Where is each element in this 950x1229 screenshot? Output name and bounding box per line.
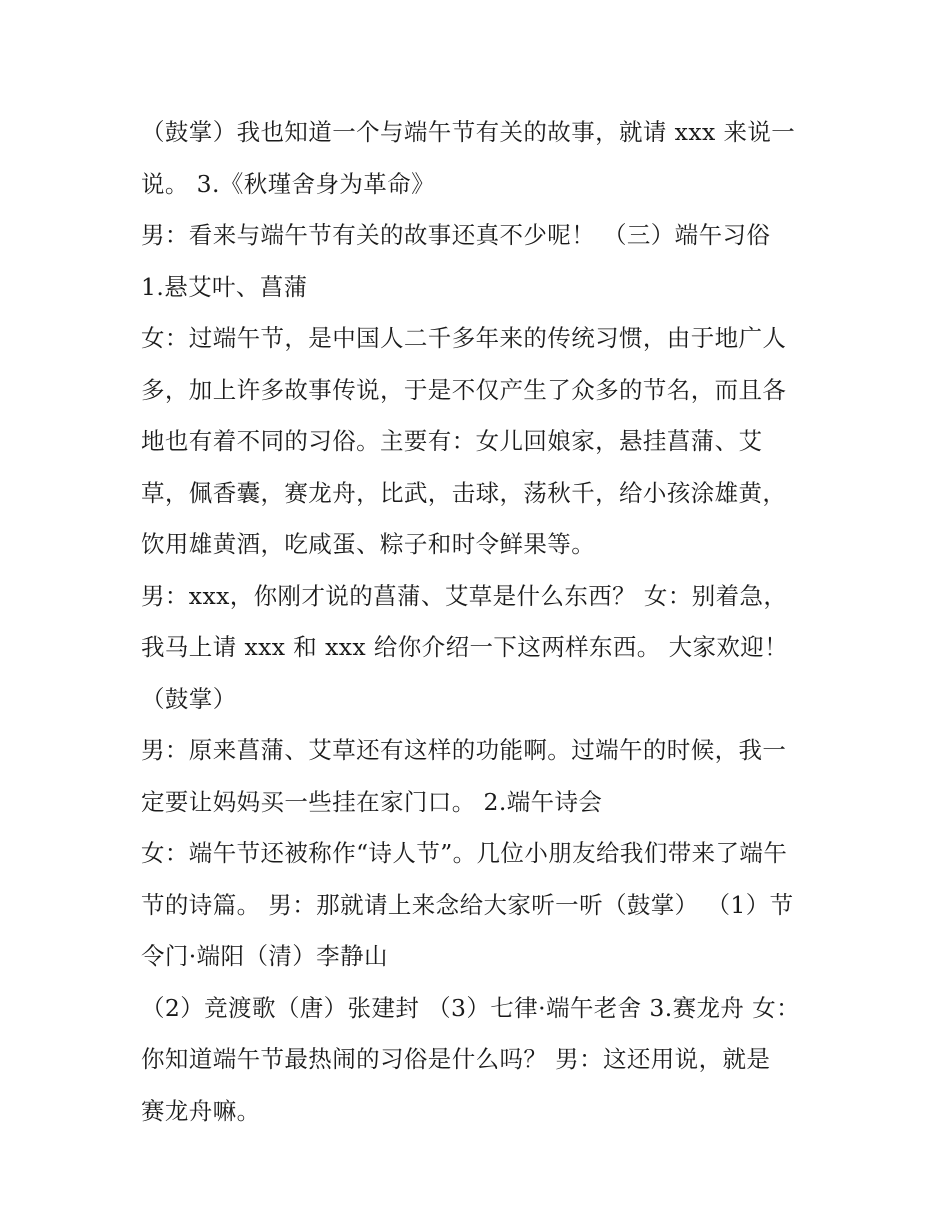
document-body: [141, 107, 821, 1137]
text-line: 草，佩香囊，赛龙舟，比武，击球，荡秋千，给小孩涂雄黄，: [141, 478, 787, 507]
text-line: （鼓掌）我也知道一个与端午节有关的故事，就请 xxx 来说一: [141, 118, 796, 146]
text-line: 说。 3.《秋瑾舍身为革命》: [141, 169, 435, 198]
text-line: 1.悬艾叶、菖蒲: [141, 272, 308, 301]
text-line: （2）竞渡歌（唐）张建封 （3）七律·端午老舍 3.赛龙舟 女：: [141, 993, 801, 1022]
text-line: 男：xxx，你刚才说的菖蒲、艾草是什么东西？ 女：别着急，: [141, 581, 788, 610]
text-line: 定要让妈妈买一些挂在家门口。 2.端午诗会: [141, 787, 603, 816]
text-line: 男：看来与端午节有关的故事还真不少呢！ （三）端午习俗: [141, 221, 771, 249]
text-line: 你知道端午节最热闹的习俗是什么吗？ 男：这还用说，就是: [141, 1045, 771, 1073]
text-line: 节的诗篇。 男：那就请上来念给大家听一听（鼓掌） （1）节: [141, 890, 794, 919]
text-line: 女：端午节还被称作“诗人节”。几位小朋友给我们带来了端午: [141, 839, 788, 867]
text-line: 赛龙舟嘛。: [141, 1096, 261, 1125]
text-line: 饮用雄黄酒，吃咸蛋、粽子和时令鲜果等。: [141, 530, 596, 558]
text-line: （鼓掌）: [141, 684, 237, 713]
text-line: 女：过端午节，是中国人二千多年来的传统习惯，由于地广人: [141, 324, 787, 352]
text-line: 我马上请 xxx 和 xxx 给你介绍一下这两样东西。 大家欢迎！: [141, 633, 789, 661]
text-line: 多，加上许多故事传说，于是不仅产生了众多的节名，而且各: [141, 375, 787, 404]
text-line: 男：原来菖蒲、艾草还有这样的功能啊。过端午的时候，我一: [141, 736, 787, 764]
text-line: 令门·端阳（清）李静山: [141, 942, 388, 970]
text-line: 地也有着不同的习俗。主要有：女儿回娘家，悬挂菖蒲、艾: [141, 427, 763, 455]
